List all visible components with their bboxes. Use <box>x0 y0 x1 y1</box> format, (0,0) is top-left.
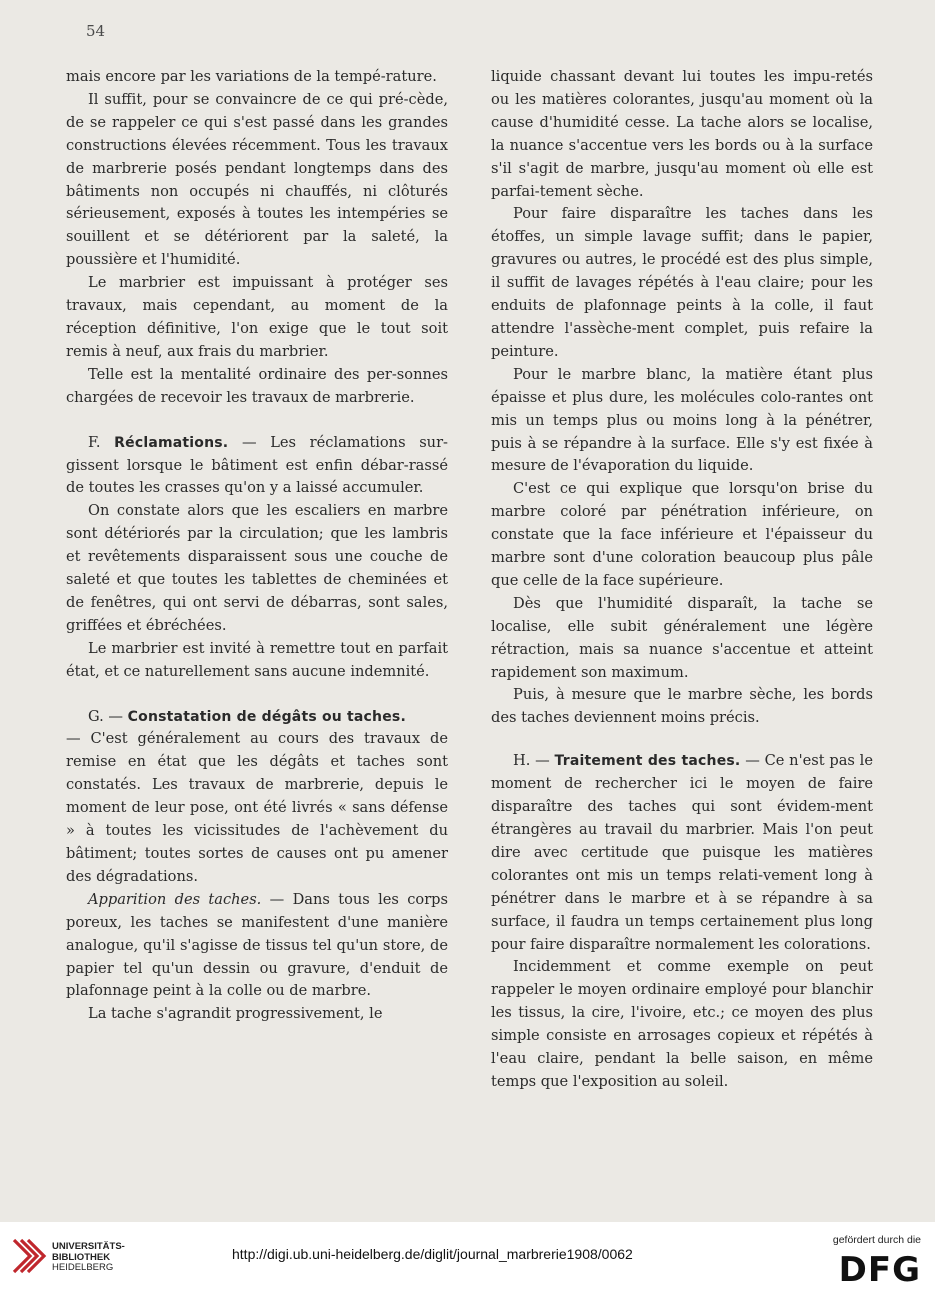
university-library-logo-icon <box>10 1234 50 1280</box>
paragraph: Le marbrier est invité à remettre tout en parfait état, et ce naturellement sans aucune indemnité. <box>66 639 448 680</box>
library-line-3: HEIDELBERG <box>52 1262 114 1273</box>
permalink-url[interactable]: http://digi.ub.uni-heidelberg.de/diglit/journal_marbrerie1908/0062 <box>232 1246 633 1262</box>
section-f-prefix: F. <box>88 433 101 451</box>
section-f-title: Réclamations. <box>114 434 229 451</box>
right-column <box>491 66 873 1094</box>
paragraph-text: — Dans tous les corps poreux, les taches se manifestent d'une manière analogue, qu'il s'agisse de tissus tel qu'un store, de papier tel qu'un dessin ou gravure, d'enduit de plafonnage peint à la colle ou de marbre. <box>66 890 448 1000</box>
paragraph: Puis, à mesure que le marbre sèche, les bords des taches deviennent moins précis. <box>491 686 873 727</box>
paragraph: Il suffit, pour se convaincre de ce qui pré-cède, de se rappeler ce qui s'est passé dans les grandes constructions élevées récemment. Tous les travaux de marbrerie posés pendant longtemps dans des bâtiments non occupés ni chauffés, ni clôturés sérieusement, exposés à toutes les intempéries se souillent et se détériorent par la saleté, la poussière et l'humidité. <box>66 90 448 269</box>
dfg-logo: DFG <box>838 1250 921 1290</box>
section-g-title: Constatation de dégâts ou taches. <box>127 708 406 725</box>
paragraph: Pour le marbre blanc, la matière étant plus épaisse et plus dure, les molécules colo-rantes ont mis un temps plus ou moins long à la pénétrer, puis à se répandre à la surface. Elle s'y est fixée à mesure de l'évaporation du liquide. <box>491 365 873 475</box>
left-column <box>66 66 448 1026</box>
subheading-apparition: Apparition des taches. <box>88 890 262 908</box>
section-h-prefix: H. — <box>513 752 550 770</box>
library-line-2: BIBLIOTHEK <box>52 1251 111 1263</box>
paragraph: Le marbrier est impuissant à protéger ses travaux, mais cependant, au moment de la réception définitive, l'on exige que le tout soit remis à neuf, aux frais du marbrier. <box>66 274 448 360</box>
footer-bar <box>0 1222 935 1295</box>
section-f-text: — Les réclamations sur-gissent lorsque le bâtiment est enfin débar-rassé de toutes les crasses qu'on y a laissé accumuler. <box>66 433 448 497</box>
paragraph: La tache s'agrandit progressivement, le <box>88 1005 383 1023</box>
paragraph: mais encore par les variations de la tempé-rature. <box>66 68 437 85</box>
paragraph: On constate alors que les escaliers en marbre sont détériorés par la circulation; que les lambris et revêtements disparaissent sous une couche de saleté et que toutes les tablettes de cheminées et de fenêtres, qui ont servi de débarras, sont sales, griffées et ébréchées. <box>66 502 448 634</box>
section-h-title: Traitement des taches. <box>554 753 741 770</box>
library-line-1: UNIVERSITÄTS- <box>52 1241 125 1252</box>
paragraph: C'est ce qui explique que lorsqu'on brise du marbre coloré par pénétration inférieure, on constate que la face inférieure et l'épaisseur du marbre sont d'une coloration beaucoup plus pâle que celle de la face supérieure. <box>491 480 873 589</box>
paragraph: Dès que l'humidité disparaît, la tache se localise, elle subit généralement une légère rétraction, mais sa nuance s'accentue et atteint rapidement son maximum. <box>491 594 873 681</box>
section-h <box>491 750 873 956</box>
paragraph: liquide chassant devant lui toutes les impu-retés ou les matières colorantes, jusqu'au moment où la cause d'humidité cesse. La tache alors se localise, la nuance s'accentue vers les bords ou à la surface s'il s'agit de marbre, jusqu'au moment où elle est parfai-tement sèche. <box>491 68 873 200</box>
section-g-prefix: G. — <box>88 707 124 725</box>
section-h-text: — Ce n'est pas le moment de rechercher ici le moyen de faire disparaître des taches qui sont évidem-ment étrangères au travail du marbrier. Mais l'on peut dire avec certitude que puisque les matières colorantes ont mis un temps relati-vement long à pénétrer dans le marbre et à se répandre à sa surface, il faudra un temps certainement plus long pour faire disparaître normalement les colorations. <box>491 752 873 953</box>
paragraph: Pour faire disparaître les taches dans les étoffes, un simple lavage suffit; dans le papier, gravures ou autres, le procédé est des plus simple, il suffit de lavages répétés à l'eau claire; pour les enduits de plafonnage peints à la colle, il faut attendre l'assèche-ment complet, puis refaire la peinture. <box>491 205 873 360</box>
paragraph: Telle est la mentalité ordinaire des per-sonnes chargées de recevoir les travaux de marbrerie. <box>66 365 448 406</box>
page-number: 54 <box>86 22 106 40</box>
paragraph <box>66 889 448 1004</box>
library-name <box>52 1242 125 1274</box>
section-f <box>66 432 448 501</box>
paragraph: — C'est généralement au cours des travaux de remise en état que les dégâts et taches sont constatés. Les travaux de marbrerie, depuis le moment de leur pose, ont été livrés « sans défense » à toutes les vicissitudes de l'achèvement du bâtiment; toutes sortes de causes ont pu amener des dégradations. <box>66 730 448 885</box>
funded-by-text: gefördert durch die <box>832 1234 921 1246</box>
paragraph: Incidemment et comme exemple on peut rappeler le moyen ordinaire employé pour blanchir les tissus, la cire, l'ivoire, etc.; ce moyen des plus simple consiste en arrosages copieux et répétés à l'eau claire, pendant la belle saison, en même temps que l'exposition au soleil. <box>491 958 873 1090</box>
section-g-heading <box>66 706 448 729</box>
